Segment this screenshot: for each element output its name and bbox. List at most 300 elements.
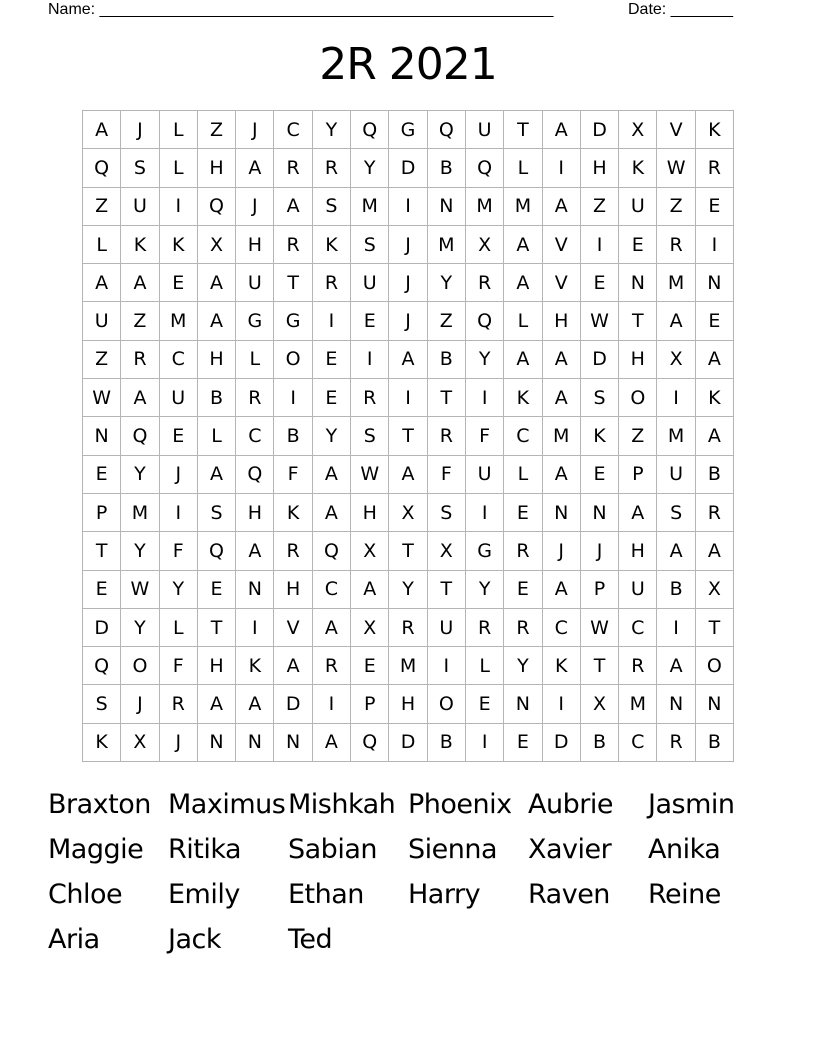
word-list-item: Jack [168,924,221,955]
grid-cell: O [619,379,657,417]
grid-cell: K [696,111,734,149]
grid-cell: E [619,226,657,264]
grid-cell: S [581,379,619,417]
grid-cell: R [466,264,504,302]
grid-cell: Y [466,571,504,609]
grid-cell: X [198,226,236,264]
grid-cell: Q [83,149,121,187]
grid-cell: C [504,417,542,455]
grid-cell: G [236,302,274,340]
grid-cell: B [198,379,236,417]
grid-cell: U [236,264,274,302]
grid-cell: R [313,149,351,187]
grid-cell: A [313,456,351,494]
grid-cell: A [351,571,389,609]
grid-cell: W [581,302,619,340]
grid-cell: M [543,417,581,455]
grid-cell: R [428,417,466,455]
grid-cell: R [696,494,734,532]
grid-cell: Z [83,188,121,226]
grid-cell: H [619,341,657,379]
grid-cell: W [121,571,159,609]
grid-cell: T [389,532,427,570]
grid-cell: U [121,188,159,226]
grid-cell: P [351,685,389,723]
grid-cell: D [543,724,581,762]
grid-cell: J [121,111,159,149]
grid-cell: N [696,685,734,723]
grid-cell: V [657,111,695,149]
grid-cell: T [274,264,312,302]
grid-cell: Z [657,188,695,226]
grid-cell: A [657,302,695,340]
grid-cell: Q [466,302,504,340]
grid-cell: H [581,149,619,187]
grid-cell: I [696,226,734,264]
grid-cell: I [657,379,695,417]
word-list-item: Aria [48,924,100,955]
grid-cell: A [543,379,581,417]
grid-cell: A [543,188,581,226]
grid-cell: I [657,609,695,647]
grid-cell: Q [121,417,159,455]
grid-cell: F [466,417,504,455]
word-list-item: Phoenix [408,789,512,820]
grid-cell: A [121,379,159,417]
grid-cell: G [466,532,504,570]
grid-cell: E [313,379,351,417]
grid-cell: A [274,188,312,226]
grid-cell: V [543,226,581,264]
grid-cell: O [428,685,466,723]
grid-cell: X [428,532,466,570]
grid-cell: N [657,685,695,723]
word-list-item: Reine [648,879,721,910]
grid-cell: Y [121,456,159,494]
grid-cell: X [657,341,695,379]
grid-cell: A [389,456,427,494]
grid-cell: V [274,609,312,647]
grid-cell: A [504,341,542,379]
grid-cell: D [581,341,619,379]
grid-cell: A [543,456,581,494]
grid-cell: J [581,532,619,570]
word-list-item: Ted [288,924,333,955]
grid-cell: G [389,111,427,149]
grid-cell: R [274,226,312,264]
grid-cell: I [466,494,504,532]
grid-cell: R [504,609,542,647]
grid-cell: W [581,609,619,647]
grid-cell: R [696,149,734,187]
grid-cell: U [160,379,198,417]
grid-cell: I [313,302,351,340]
grid-cell: Z [121,302,159,340]
grid-cell: I [160,188,198,226]
grid-cell: M [428,226,466,264]
grid-cell: N [236,571,274,609]
grid-cell: F [160,532,198,570]
grid-cell: X [581,685,619,723]
grid-cell: H [236,226,274,264]
grid-cell: A [198,456,236,494]
word-list-item: Xavier [528,834,612,865]
grid-cell: K [236,647,274,685]
grid-cell: X [466,226,504,264]
grid-cell: L [504,456,542,494]
grid-cell: J [236,188,274,226]
word-list-item: Maximus [168,789,286,820]
grid-cell: M [160,302,198,340]
grid-cell: N [198,724,236,762]
grid-cell: A [696,532,734,570]
grid-cell: I [581,226,619,264]
grid-cell: E [198,571,236,609]
grid-cell: S [351,417,389,455]
grid-cell: A [121,264,159,302]
grid-cell: Q [351,724,389,762]
grid-cell: O [696,647,734,685]
grid-cell: H [236,494,274,532]
grid-cell: A [543,341,581,379]
grid-cell: Y [121,609,159,647]
grid-cell: A [83,264,121,302]
grid-cell: D [274,685,312,723]
grid-cell: N [619,264,657,302]
grid-cell: P [83,494,121,532]
grid-cell: Y [428,264,466,302]
grid-cell: B [696,456,734,494]
grid-cell: W [657,149,695,187]
grid-cell: M [121,494,159,532]
grid-cell: X [389,494,427,532]
grid-cell: L [160,609,198,647]
grid-cell: J [389,264,427,302]
grid-cell: H [543,302,581,340]
word-list-item: Mishkah [288,789,396,820]
grid-cell: L [198,417,236,455]
grid-cell: J [389,302,427,340]
grid-cell: H [389,685,427,723]
grid-cell: T [389,417,427,455]
grid-cell: I [389,379,427,417]
grid-cell: M [619,685,657,723]
grid-cell: E [466,685,504,723]
grid-cell: R [619,647,657,685]
grid-cell: E [581,264,619,302]
grid-cell: E [696,302,734,340]
grid-cell: H [198,647,236,685]
grid-cell: G [274,302,312,340]
grid-cell: I [466,379,504,417]
grid-cell: P [581,571,619,609]
grid-cell: H [274,571,312,609]
grid-cell: D [389,149,427,187]
date-field-label: Date: _______ [628,1,733,18]
grid-cell: Y [313,111,351,149]
grid-cell: W [83,379,121,417]
grid-cell: A [543,571,581,609]
word-list-item: Sabian [288,834,377,865]
word-list-item: Aubrie [528,789,613,820]
grid-cell: H [619,532,657,570]
grid-cell: A [313,724,351,762]
grid-cell: U [83,302,121,340]
grid-cell: A [313,609,351,647]
grid-cell: D [83,609,121,647]
grid-cell: A [543,111,581,149]
grid-cell: A [313,494,351,532]
word-list-item: Harry [408,879,481,910]
grid-cell: R [274,149,312,187]
grid-cell: E [696,188,734,226]
grid-cell: A [274,647,312,685]
grid-cell: I [543,149,581,187]
grid-cell: A [504,226,542,264]
grid-cell: B [696,724,734,762]
grid-cell: I [351,341,389,379]
grid-cell: F [160,647,198,685]
grid-cell: E [351,302,389,340]
grid-cell: A [657,647,695,685]
grid-cell: K [696,379,734,417]
grid-cell: S [428,494,466,532]
grid-cell: Y [121,532,159,570]
grid-cell: Q [83,647,121,685]
grid-cell: A [198,264,236,302]
word-list-item: Raven [528,879,610,910]
word-list-item: Braxton [48,789,151,820]
grid-cell: L [160,149,198,187]
grid-cell: A [236,685,274,723]
grid-cell: C [274,111,312,149]
grid-cell: E [504,571,542,609]
word-list-item: Anika [648,834,721,865]
grid-cell: F [428,456,466,494]
grid-cell: T [428,379,466,417]
grid-cell: A [236,532,274,570]
grid-cell: H [198,149,236,187]
grid-cell: R [236,379,274,417]
word-list-item: Jasmin [648,789,735,820]
grid-cell: R [121,341,159,379]
grid-cell: I [160,494,198,532]
grid-cell: P [619,456,657,494]
grid-cell: X [619,111,657,149]
grid-cell: X [351,609,389,647]
grid-cell: U [657,456,695,494]
grid-cell: Y [313,417,351,455]
grid-cell: U [466,456,504,494]
grid-cell: L [504,149,542,187]
grid-cell: R [160,685,198,723]
grid-cell: T [581,647,619,685]
grid-cell: A [236,149,274,187]
grid-cell: U [619,571,657,609]
grid-cell: K [543,647,581,685]
grid-cell: A [696,417,734,455]
grid-cell: R [313,264,351,302]
grid-cell: E [83,571,121,609]
grid-cell: E [581,456,619,494]
grid-cell: Z [581,188,619,226]
name-field-label: Name: ___________________________________________________ [48,1,554,18]
grid-cell: N [83,417,121,455]
grid-cell: M [351,188,389,226]
grid-cell: O [274,341,312,379]
grid-cell: Y [160,571,198,609]
grid-cell: I [428,647,466,685]
grid-cell: T [696,609,734,647]
grid-cell: Z [619,417,657,455]
grid-cell: J [236,111,274,149]
grid-cell: A [696,341,734,379]
grid-cell: C [236,417,274,455]
grid-cell: K [83,724,121,762]
letter-grid [82,110,734,762]
grid-cell: N [543,494,581,532]
grid-cell: K [121,226,159,264]
grid-cell: Y [466,341,504,379]
grid-cell: R [657,226,695,264]
word-list-item: Ritika [168,834,242,865]
grid-cell: I [389,188,427,226]
grid-cell: Y [351,149,389,187]
grid-cell: E [504,494,542,532]
grid-cell: Q [351,111,389,149]
grid-cell: R [274,532,312,570]
grid-cell: E [83,456,121,494]
grid-cell: S [198,494,236,532]
grid-cell: S [313,188,351,226]
grid-cell: A [198,302,236,340]
grid-cell: U [428,609,466,647]
word-list-item: Maggie [48,834,144,865]
grid-cell: J [389,226,427,264]
grid-cell: N [428,188,466,226]
grid-cell: R [389,609,427,647]
grid-cell: B [274,417,312,455]
grid-cell: B [428,149,466,187]
grid-cell: S [657,494,695,532]
grid-cell: S [83,685,121,723]
word-list-item: Sienna [408,834,498,865]
word-list-item: Emily [168,879,240,910]
grid-cell: M [657,417,695,455]
grid-cell: F [274,456,312,494]
grid-cell: C [313,571,351,609]
grid-cell: M [657,264,695,302]
grid-cell: A [389,341,427,379]
word-list-item: Chloe [48,879,123,910]
grid-cell: I [466,724,504,762]
grid-cell: J [160,456,198,494]
grid-cell: N [274,724,312,762]
puzzle-title: 2R 2021 [319,39,497,90]
grid-cell: T [504,111,542,149]
grid-cell: A [198,685,236,723]
grid-cell: K [274,494,312,532]
grid-cell: E [160,417,198,455]
grid-cell: Q [313,532,351,570]
grid-cell: D [581,111,619,149]
grid-cell: X [696,571,734,609]
grid-cell: C [543,609,581,647]
grid-cell: L [504,302,542,340]
grid-cell: R [313,647,351,685]
grid-cell: N [696,264,734,302]
grid-cell: X [351,532,389,570]
grid-cell: N [236,724,274,762]
grid-cell: Y [504,647,542,685]
grid-cell: Q [198,532,236,570]
grid-cell: K [313,226,351,264]
grid-cell: T [428,571,466,609]
grid-cell: Z [198,111,236,149]
grid-cell: W [351,456,389,494]
grid-cell: J [543,532,581,570]
grid-cell: U [351,264,389,302]
grid-cell: S [351,226,389,264]
grid-cell: L [160,111,198,149]
grid-cell: E [351,647,389,685]
grid-cell: C [619,609,657,647]
grid-cell: R [657,724,695,762]
grid-cell: U [466,111,504,149]
grid-cell: K [160,226,198,264]
grid-cell: H [351,494,389,532]
grid-cell: R [504,532,542,570]
grid-cell: I [274,379,312,417]
grid-cell: Q [236,456,274,494]
grid-cell: C [619,724,657,762]
grid-cell: M [466,188,504,226]
grid-cell: J [121,685,159,723]
word-list-item: Ethan [288,879,364,910]
grid-cell: A [619,494,657,532]
grid-cell: I [313,685,351,723]
grid-cell: E [504,724,542,762]
grid-cell: Z [83,341,121,379]
grid-cell: X [121,724,159,762]
grid-cell: T [198,609,236,647]
grid-cell: R [466,609,504,647]
grid-cell: A [504,264,542,302]
grid-cell: N [581,494,619,532]
grid-cell: L [83,226,121,264]
word-list [48,782,768,962]
grid-cell: T [619,302,657,340]
grid-cell: I [236,609,274,647]
grid-cell: H [198,341,236,379]
grid-cell: L [466,647,504,685]
grid-cell: I [543,685,581,723]
grid-cell: N [504,685,542,723]
grid-cell: B [581,724,619,762]
grid-cell: R [351,379,389,417]
grid-cell: K [504,379,542,417]
grid-cell: S [121,149,159,187]
grid-cell: M [389,647,427,685]
grid-cell: A [83,111,121,149]
grid-cell: L [236,341,274,379]
grid-cell: J [160,724,198,762]
grid-cell: Q [198,188,236,226]
grid-cell: D [389,724,427,762]
grid-cell: B [428,724,466,762]
grid-cell: O [121,647,159,685]
grid-cell: C [160,341,198,379]
